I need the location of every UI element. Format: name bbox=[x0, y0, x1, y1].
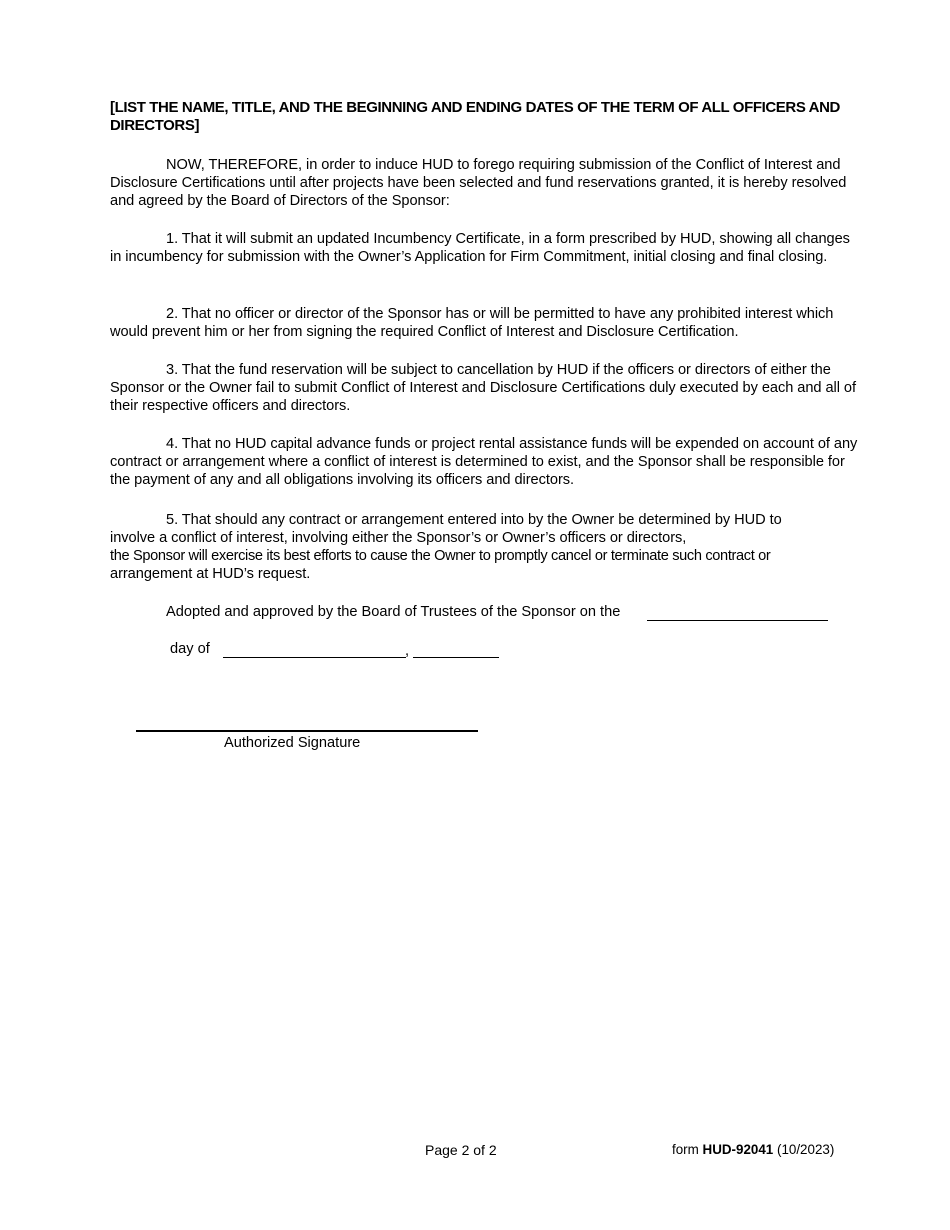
resolution-item-5-line-1 bbox=[110, 511, 865, 529]
resolution-item-4 bbox=[110, 435, 865, 489]
form-identifier bbox=[672, 1141, 834, 1159]
resolution-item-5-line-1-text: 5. That should any contract or arrangement entered into by the Owner be determined by HUD to bbox=[166, 512, 782, 528]
resolution-item-5-line-3: the Sponsor will exercise its best efforts to cause the Owner to promptly cancel or terminate such contract or bbox=[110, 548, 771, 564]
form-prefix: form bbox=[672, 1142, 699, 1157]
resolution-item-3 bbox=[110, 361, 865, 415]
adopted-date-blank[interactable] bbox=[647, 620, 828, 621]
resolution-item-5-line-2: involve a conflict of interest, involving either the Sponsor’s or Owner’s officers or directors, bbox=[110, 530, 687, 546]
year-blank[interactable] bbox=[413, 657, 499, 658]
resolution-item-3-text: 3. That the fund reservation will be subject to cancellation by HUD if the officers or directors of either the Sponsor or the Owner fail to submit Conflict of Interest and Disclosure Certifications duly executed by each and all of their respective officers and directors. bbox=[110, 362, 857, 414]
now-therefore-text: NOW, THEREFORE, in order to induce HUD to forego requiring submission of the Conflict of Interest and Disclosure Certifications until after projects have been selected and fund reservations granted, it is hereby resolved and agreed by the Board of Directors of the Sponsor: bbox=[110, 157, 847, 209]
resolution-item-1-text: 1. That it will submit an updated Incumbency Certificate, in a form prescribed by HUD, showing all changes in incumbency for submission with the Owner’s Application for Firm Commitment, initial closing and final closing. bbox=[110, 231, 850, 265]
resolution-item-2 bbox=[110, 305, 865, 341]
form-number: HUD-92041 bbox=[702, 1142, 774, 1157]
month-blank[interactable] bbox=[223, 657, 406, 658]
form-date: (10/2023) bbox=[776, 1142, 835, 1157]
resolution-item-2-text: 2. That no officer or director of the Sponsor has or will be permitted to have any prohibited interest which would prevent him or her from signing the required Conflict of Interest and Disclosure Certification. bbox=[110, 306, 834, 340]
date-comma: , bbox=[405, 643, 410, 659]
resolution-item-4-text: 4. That no HUD capital advance funds or project rental assistance funds will be expended on account of any contract or arrangement where a conflict of interest is determined to exist, and the Sponsor shall be responsible for the payment of any and all obligations involving its officers and directors. bbox=[110, 436, 858, 488]
resolution-item-5 bbox=[110, 511, 865, 583]
day-of-label: day of bbox=[170, 641, 210, 657]
signature-line[interactable] bbox=[136, 730, 478, 732]
now-therefore-paragraph bbox=[110, 156, 865, 210]
resolution-item-5-line-4: arrangement at HUD’s request. bbox=[110, 566, 311, 582]
section-heading: [LIST THE NAME, TITLE, AND THE BEGINNING AND ENDING DATES OF THE TERM OF ALL OFFICERS AND DIRECTORS] bbox=[110, 99, 840, 134]
resolution-item-1 bbox=[110, 230, 865, 266]
signature-label: Authorized Signature bbox=[224, 735, 361, 751]
adopted-statement: Adopted and approved by the Board of Trustees of the Sponsor on the bbox=[166, 604, 621, 620]
page-number: Page 2 of 2 bbox=[425, 1142, 497, 1158]
